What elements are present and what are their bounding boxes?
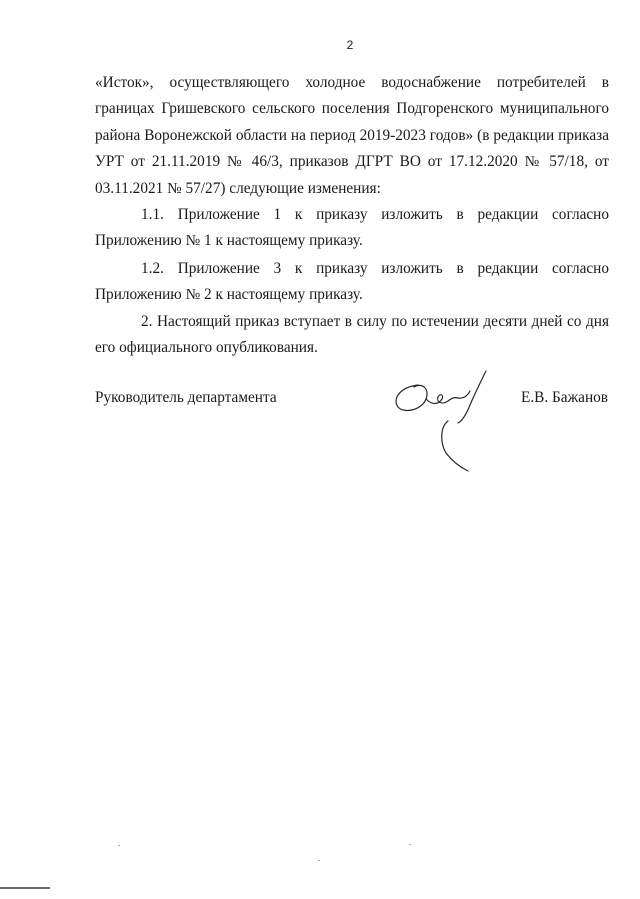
paragraph-changes-intro [95, 70, 609, 202]
paragraph-text: 1.1. Приложение 1 к приказу изложить в редакции согласно Приложению № 1 к настоящему приказу. [95, 206, 609, 250]
scan-artifact [318, 860, 320, 861]
handwritten-signature [388, 365, 500, 473]
paragraph-text: 2. Настоящий приказ вступает в силу по истечении десяти дней со дня его официального опубликования. [95, 313, 609, 357]
paragraph-text: 1.2. Приложение 3 к приказу изложить в редакции согласно Приложению № 2 к настоящему приказу. [95, 260, 609, 304]
signatory-name: Е.В. Бажанов [521, 389, 609, 406]
scan-artifact [118, 845, 120, 846]
scan-artifact [409, 844, 411, 845]
page-number: 2 [346, 38, 354, 52]
scan-edge-line [0, 887, 50, 889]
paragraph-text: «Исток», осуществляющего холодное водоснабжение потребителей в границах Гришевского сельского поселения Подгоренского муниципального района Воронежской области на период 2019-2023 годов» (в редакции приказа УРТ от 21.11.2019 № 46/3, приказов ДГРТ ВО от 17.12.2020 № 57/18, от 03.11.2021 № 57/27) следующие изменения: [95, 74, 609, 197]
paragraph-item-2 [95, 309, 609, 362]
paragraph-item-1-1 [95, 202, 609, 255]
signatory-role: Руководитель департамента [95, 389, 277, 406]
paragraph-item-1-2 [95, 256, 609, 309]
